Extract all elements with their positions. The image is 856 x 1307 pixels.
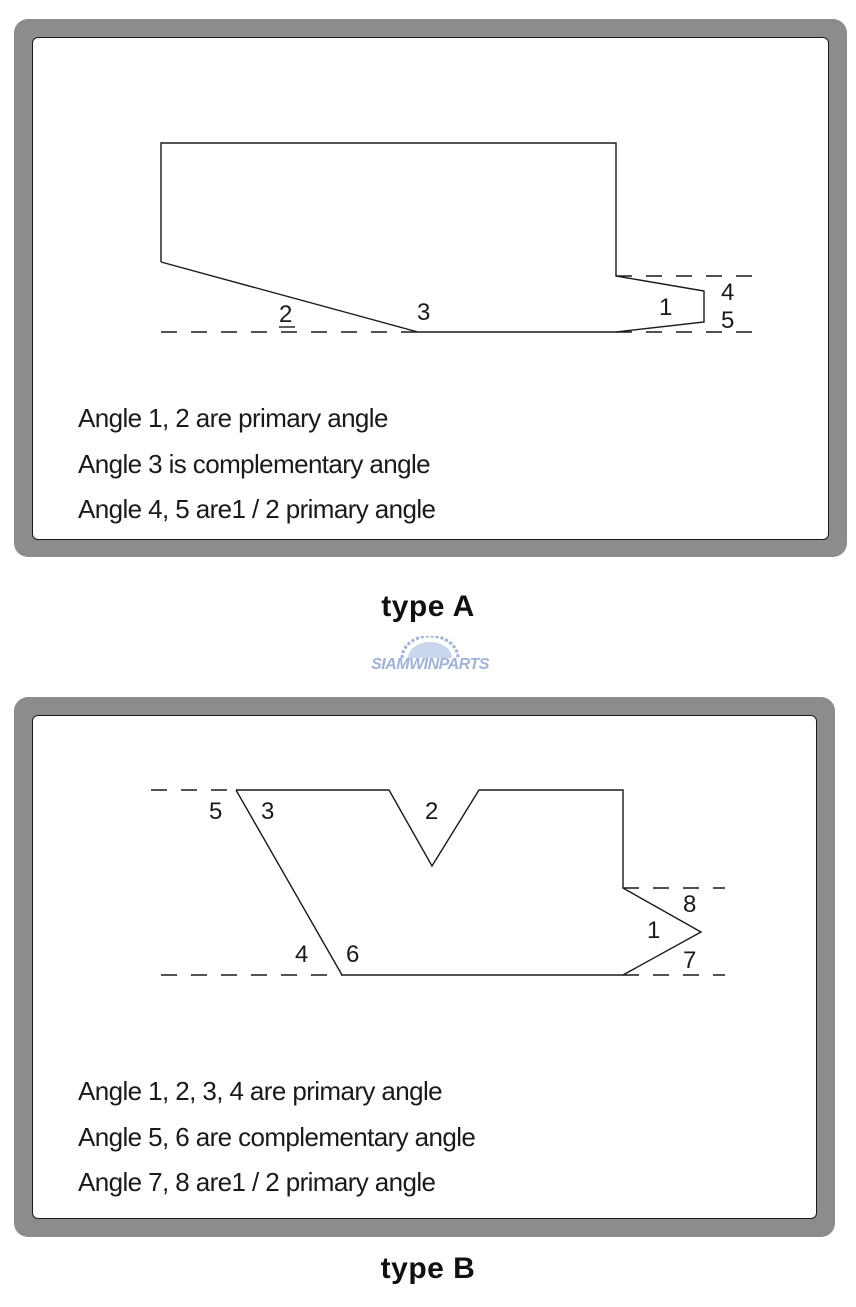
type-b-caption: type B <box>380 1252 476 1285</box>
type-a-angle-5-label: 5 <box>721 307 735 334</box>
type-b-panel <box>32 715 817 1219</box>
type-a-angle-3-label: 3 <box>417 299 431 326</box>
svg-text:SIAMWINPARTS: SIAMWINPARTS <box>371 656 489 673</box>
type-a-description-3: Angle 4, 5 are1 / 2 primary angle <box>78 494 436 524</box>
type-a-frame <box>14 19 847 557</box>
type-a-angle-4-label: 4 <box>721 279 735 306</box>
type-b-angle-4-label: 4 <box>295 941 309 968</box>
type-b-angle-2-label: 2 <box>425 798 439 825</box>
type-b-description-3: Angle 7, 8 are1 / 2 primary angle <box>78 1167 436 1197</box>
type-b-angle-5-label: 5 <box>209 798 223 825</box>
type-b-angle-8-label: 8 <box>683 891 697 918</box>
type-b-description-2: Angle 5, 6 are complementary angle <box>78 1122 476 1152</box>
type-b-angle-3-label: 3 <box>261 798 275 825</box>
watermark-logo <box>350 636 510 676</box>
type-b-description-1: Angle 1, 2, 3, 4 are primary angle <box>78 1076 443 1106</box>
type-a-panel <box>32 37 829 540</box>
type-a-description-1: Angle 1, 2 are primary angle <box>78 403 388 433</box>
type-b-angle-7-label: 7 <box>683 947 697 974</box>
type-a-description-2: Angle 3 is complementary angle <box>78 449 430 479</box>
type-a-angle-1-label: 1 <box>659 294 673 321</box>
type-b-angle-1-label: 1 <box>647 917 661 944</box>
type-a-angle-2-label: 2 <box>279 301 293 328</box>
type-b-angle-6-label: 6 <box>346 941 360 968</box>
type-a-tool-outline <box>161 143 704 332</box>
type-a-caption: type A <box>381 590 475 623</box>
type-b-frame <box>14 697 835 1237</box>
